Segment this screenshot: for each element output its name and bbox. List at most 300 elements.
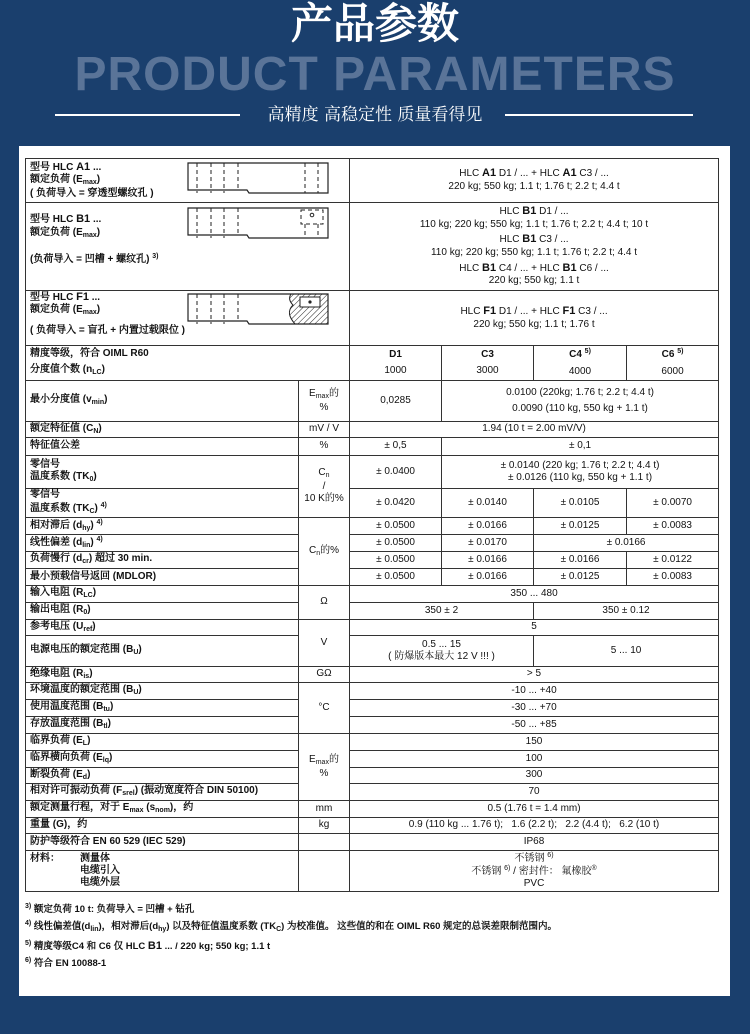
rows-tk0-l1: 零信号 <box>30 458 60 470</box>
precision-classes-2-name: C4 <box>569 349 582 360</box>
rows-ris-sub: is <box>83 672 90 680</box>
footnote-4 <box>25 917 724 937</box>
precision-classes-3-n: 6000 <box>661 365 684 377</box>
rows-dcr-post: ) 超过 30 min. <box>88 553 153 565</box>
rows-el-unit-pre: E <box>309 753 316 765</box>
rows-dhy-post: ) <box>90 519 94 531</box>
model-b1-label <box>26 203 350 291</box>
text <box>354 205 714 219</box>
rows-btl-pre: 存放温度范围 (B <box>30 718 104 730</box>
table-cell <box>442 381 719 422</box>
rows-tol-d1: ± 0,5 <box>350 438 442 456</box>
rows-elq-post: ) <box>109 752 113 764</box>
precision-label <box>26 346 350 381</box>
rows-bt-post: ) <box>138 684 142 696</box>
row-vmin <box>26 381 719 422</box>
rows-dlin-v-2: ± 0.0166 <box>534 535 719 552</box>
models-1-dots: ... <box>90 214 102 225</box>
models-2-lines-0-1: F1 <box>483 304 497 317</box>
page-header <box>0 0 750 146</box>
rows-dhy-v-0: ± 0.0500 <box>350 518 442 535</box>
models-0-rated: 额定负荷 (E <box>30 174 83 186</box>
rows-btu-post: ) <box>109 701 114 713</box>
rows-g-unit: kg <box>299 818 350 834</box>
text <box>354 167 714 181</box>
table-cell <box>26 784 299 801</box>
row-snom <box>26 801 719 818</box>
row-ris <box>26 667 719 683</box>
rows-btu-pre: 使用温度范围 (B <box>30 701 104 713</box>
load-cell-a1-drawing <box>187 162 332 196</box>
rows-vmin-rest2: 0.0090 (110 kg, 550 kg + 1.1 t) <box>512 402 648 414</box>
table-cell <box>26 801 299 818</box>
rows-cn-post: ) <box>98 422 102 434</box>
rows-dlin-sub: lin <box>82 541 91 549</box>
footnotes-3-text: 符合 EN 10088-1 <box>33 958 107 969</box>
table-cell <box>26 552 299 569</box>
rows-ris-unit: GΩ <box>299 667 350 683</box>
rows-cn-pre: 额定特征值 (C <box>30 422 94 434</box>
row-tolerance <box>26 438 719 456</box>
models-1-rated-sub: max <box>82 231 97 239</box>
rows-g-label: 重量 (G)，约 <box>26 818 299 834</box>
table-cell <box>26 535 299 552</box>
row-bu <box>26 636 719 667</box>
rows-rlc-sub: LC <box>83 592 93 600</box>
models-0-type: 型号 HLC <box>30 161 77 173</box>
rows-bu-v1a: 0.5 ... 15 <box>422 639 461 650</box>
models-2-lines-0-0: HLC <box>460 305 484 317</box>
rows-snom-sub: max <box>129 807 144 815</box>
table-cell <box>299 734 350 801</box>
table-cell <box>350 851 719 892</box>
rows-uref-post: ) <box>92 620 96 632</box>
rows-mdlor-v-0: ± 0.0500 <box>350 569 442 586</box>
rows-uref-pre: 参考电压 (U <box>30 620 84 632</box>
row-el <box>26 734 719 751</box>
rows-mat-v2b: / 密封件： 氟橡胶 <box>510 866 592 877</box>
models-1-lines-4-1: B1 <box>482 261 497 274</box>
rows-bt-sub: U <box>133 689 139 697</box>
rows-bt-unit: °C <box>299 683 350 734</box>
rows-g-value: 0.9 (110 kg ... 1.76 t); 1.6 (2.2 t); 2.2 (4.4 t); 6.2 (10 t) <box>350 818 719 834</box>
rows-tkc-v-3: ± 0.0070 <box>627 489 719 518</box>
text <box>30 471 294 485</box>
rows-bu-post: ) <box>138 644 142 656</box>
rows-tkc-l1: 零信号 <box>30 489 60 501</box>
rows-mdlor-v-1: ± 0.0166 <box>442 569 534 586</box>
rows-dhy-v-3: ± 0.0083 <box>627 518 719 535</box>
rows-mdlor-v-2: ± 0.0125 <box>534 569 627 586</box>
unit-cn-percent <box>299 518 350 586</box>
rows-dcr-v-3: ± 0.0122 <box>627 552 719 569</box>
rows-mat-v2a-sup: 6) <box>504 865 511 872</box>
rows-bu-pre: 电源电压的额定范围 (B <box>30 644 134 656</box>
models-1-load: (负荷导入 = 凹槽 + 螺纹孔) <box>30 253 150 265</box>
footnotes-1-text: 线性偏差值(d <box>33 921 91 932</box>
precision-classes-0-name: D1 <box>389 348 402 360</box>
rows-mat-label: 材料： <box>30 853 60 864</box>
rows-tk0-post: ) <box>93 471 97 483</box>
rows-mat-items-2: 电缆外层 <box>80 877 120 888</box>
rows-ed-post: ) <box>87 768 91 780</box>
models-1-rated: 额定负荷 (E <box>30 226 83 238</box>
rows-ris-post: ) <box>89 667 93 679</box>
row-tk0 <box>26 456 719 489</box>
rows-uref-unit: V <box>299 620 350 667</box>
models-0-lines-0-0: HLC <box>459 168 483 180</box>
rows-vmin-d1: 0,0285 <box>350 381 442 422</box>
rows-btl-post: ) <box>107 718 111 730</box>
rows-snom-sub2: nom <box>155 807 170 815</box>
rows-btl-sub: tl <box>103 723 108 731</box>
rows-bu-sub: U <box>133 649 139 657</box>
footnotes-1-sub3: C <box>276 926 282 933</box>
footnote-5 <box>25 937 724 954</box>
rows-ed-sub: d <box>82 773 88 781</box>
spec-panel <box>19 146 730 996</box>
rows-vmin-unit2: % <box>319 401 329 413</box>
models-1-lines-2-0: HLC <box>499 234 523 246</box>
text <box>354 852 714 865</box>
text <box>631 348 714 362</box>
models-1-lines-0-1: B1 <box>522 205 537 218</box>
rows-vmin-unit-pre: E <box>309 387 316 399</box>
rows-mat-v2a: 不锈钢 <box>471 866 502 877</box>
footnotes-2-text2: ... / 220 kg; 550 kg; 1.1 t <box>161 941 271 952</box>
rows-btl-value: -50 ... +85 <box>350 717 719 734</box>
divider-right <box>505 114 693 116</box>
footnotes-3-sup: 6) <box>25 957 32 964</box>
footnotes-0-sup: 3) <box>25 903 32 910</box>
rows-dlin-sup: 4) <box>96 535 103 543</box>
models-2-dots: ... <box>88 291 101 303</box>
text <box>538 348 622 362</box>
row-dcr <box>26 552 719 569</box>
rows-snom-pre: 额定测量行程，对于 E <box>30 802 130 814</box>
precision-classes-2-sup: 5) <box>584 348 591 355</box>
models-1-type: 型号 HLC <box>30 214 77 225</box>
table-cell <box>26 422 299 438</box>
model-row-f1 <box>26 291 719 346</box>
footnotes-2-text: 精度等级C4 和 C6 仅 HLC <box>33 941 148 952</box>
rows-tk0-unit2: / <box>322 480 326 492</box>
footnotes-1-sup: 4) <box>25 920 32 927</box>
precision-classes-1-n: 3000 <box>476 365 499 376</box>
row-fsrel <box>26 784 719 801</box>
model-a1-label <box>26 159 350 203</box>
models-1-lines-1: 110 kg; 220 kg; 550 kg; 1.1 t; 1.76 t; 2.2 t; 4.4 t; 10 t <box>419 218 649 230</box>
rows-cn-value: 1.94 (10 t = 2.00 mV/V) <box>350 422 719 438</box>
rows-dcr-v-0: ± 0.0500 <box>350 552 442 569</box>
models-1-lines-4-3: B1 <box>562 261 577 274</box>
text <box>30 853 294 889</box>
model-f1-variants <box>350 291 719 346</box>
rows-dhy-v-1: ± 0.0166 <box>442 518 534 535</box>
rows-snom-value: 0.5 (1.76 t = 1.4 mm) <box>350 801 719 818</box>
footnotes-2-sup: 5) <box>25 940 32 947</box>
row-btu <box>26 700 719 717</box>
row-rlc <box>26 586 719 603</box>
table-cell <box>299 834 350 851</box>
rows-btu-value: -30 ... +70 <box>350 700 719 717</box>
precision-label2-end: ) <box>101 364 105 376</box>
rows-fsrel-pre: 相对许可振动负荷 (F <box>30 785 123 797</box>
table-cell <box>350 636 534 667</box>
spec-table <box>25 158 719 892</box>
rows-bu-v2: 5 ... 10 <box>534 636 719 667</box>
row-ro <box>26 603 719 620</box>
rows-dhy-pre: 相对滞后 (d <box>30 519 83 531</box>
rows-bt-pre: 环境温度的额定范围 (B <box>30 684 134 696</box>
model-row-a1 <box>26 159 719 203</box>
row-uref <box>26 620 719 636</box>
models-2-rated: 额定负荷 (E <box>30 304 83 316</box>
precision-classes-3-sup: 5) <box>677 348 684 355</box>
text <box>30 502 294 517</box>
rows-dhy-unit-post: 的% <box>320 544 340 556</box>
rows-dlin-v-0: ± 0.0500 <box>350 535 442 552</box>
rows-dhy-sub: hy <box>82 524 91 532</box>
row-dhy <box>26 518 719 535</box>
rows-mat-items-0: 测量体 <box>80 853 110 864</box>
rows-ro-sub: 0 <box>83 609 88 617</box>
rows-ed-value: 300 <box>350 768 719 784</box>
table-cell <box>442 456 719 489</box>
row-material <box>26 851 719 892</box>
rows-dhy-unit-sub: n <box>316 549 321 557</box>
table-cell <box>26 456 299 489</box>
rows-el-post: ) <box>87 735 91 747</box>
row-tkc <box>26 489 719 518</box>
row-cn <box>26 422 719 438</box>
precision-classes-2-n: 4000 <box>568 365 592 377</box>
models-1-lines-0-0: HLC <box>499 206 523 218</box>
footnotes-1-sub2: hy <box>158 926 167 933</box>
rows-ro-pre: 输出电阻 (R <box>30 604 84 616</box>
row-mdlor <box>26 569 719 586</box>
rows-fsrel-sub: srel <box>122 790 135 798</box>
rows-rlc-pre: 输入电阻 (R <box>30 587 84 599</box>
rows-el-sub: L <box>82 740 88 748</box>
row-ed <box>26 768 719 784</box>
rows-dhy-v-2: ± 0.0125 <box>534 518 627 535</box>
precision-label2: 分度值个数 (n <box>30 364 93 376</box>
table-cell <box>26 489 299 518</box>
rows-tk0-rest2: ± 0.0126 (110 kg, 550 kg + 1.1 t) <box>508 472 653 483</box>
rows-el-value: 150 <box>350 734 719 751</box>
models-0-load: ( 负荷导入 = 穿透型螺纹孔 ) <box>30 188 154 199</box>
rows-vmin-pre: 最小分度值 (v <box>30 394 92 406</box>
rows-ro-v1: 350 ± 2 <box>350 603 534 620</box>
models-2-lines-0-4: C3 / ... <box>575 305 608 317</box>
rows-el-unit-sub: max <box>315 758 329 766</box>
rows-tk0-pre: 温度系数 (TK <box>30 471 90 483</box>
rows-tkc-v-1: ± 0.0140 <box>442 489 534 518</box>
rows-btu-sub: tu <box>103 706 110 714</box>
models-0-lines-0-4: C3 / ... <box>576 168 609 180</box>
rows-snom-post2: )，约 <box>169 802 194 814</box>
models-2-rated-sub: max <box>82 309 97 317</box>
models-2-load: ( 负荷导入 = 盲孔 + 内置过载限位 ) <box>30 325 186 336</box>
models-1-lines-0-2: D1 / ... <box>536 206 569 218</box>
text <box>80 853 120 889</box>
rows-rlc-unit: Ω <box>299 586 350 620</box>
rows-tkc-post: ) <box>94 502 98 514</box>
unit-cn-10k <box>299 456 350 518</box>
class-d1 <box>350 346 442 381</box>
load-cell-b1-drawing <box>187 207 332 241</box>
text <box>30 364 345 378</box>
rows-fsrel-value: 70 <box>350 784 719 801</box>
rows-tk0-unit1-sub: n <box>325 472 330 480</box>
rows-mdlor-v-3: ± 0.0083 <box>627 569 719 586</box>
models-0-lines-0-1: A1 <box>482 167 497 180</box>
rows-ris-value: > 5 <box>350 667 719 683</box>
models-2-lines-1: 220 kg; 550 kg; 1.1 t; 1.76 t <box>473 318 595 330</box>
models-2-rated-end: ) <box>96 304 101 316</box>
rows-tol-rest: ± 0,1 <box>442 438 719 456</box>
rows-dhy-unit-pre: C <box>308 544 317 556</box>
rows-ro-post: ) <box>87 604 91 616</box>
footnote-3 <box>25 900 724 917</box>
table-cell <box>26 717 299 734</box>
rows-bu-v1b: ( 防爆版本最大 12 V !!! ) <box>388 651 495 662</box>
rows-tol-label: 特征值公差 <box>26 438 299 456</box>
table-cell <box>26 851 299 892</box>
rows-uref-value: 5 <box>350 620 719 636</box>
rows-bt-value: -10 ... +40 <box>350 683 719 700</box>
models-1-lines-2-2: C3 / ... <box>536 234 569 246</box>
rows-vmin-sub: min <box>91 399 105 407</box>
table-cell <box>26 636 299 667</box>
text <box>354 305 714 319</box>
footnotes-2-bold: B1 <box>147 940 162 952</box>
rows-fsrel-post: ) (振动宽度符合 DIN 50100) <box>134 785 259 797</box>
text <box>354 233 714 247</box>
table-cell <box>26 667 299 683</box>
rows-tk0-rest1: ± 0.0140 (220 kg; 1.76 t; 2.2 t; 4.4 t) <box>500 459 660 471</box>
rows-tkc-sub: C <box>89 507 95 515</box>
precision-label1: 精度等级，符合 OIML R60 <box>30 347 149 359</box>
footnotes <box>25 900 724 971</box>
models-0-rated-end: ) <box>96 174 101 186</box>
page-title: 产品参数 <box>290 0 459 48</box>
footnote-6 <box>25 954 724 971</box>
row-btl <box>26 717 719 734</box>
row-weight <box>26 818 719 834</box>
models-1-lines-4-2: C4 / ... + HLC <box>496 262 563 274</box>
models-1-lines-4-4: C6 / ... <box>576 262 609 274</box>
table-cell <box>26 603 299 620</box>
models-1-rated-end: ) <box>96 226 101 238</box>
rows-mat-v2b-sup: ® <box>591 865 597 872</box>
precision-classes-3-name: C6 <box>661 349 675 360</box>
rows-cn-unit: mV / V <box>299 422 350 438</box>
models-0-code: A1 <box>76 160 91 173</box>
table-cell <box>26 381 299 422</box>
footnotes-0-text: 额定负荷 10 t: 负荷导入 = 凹槽 + 钻孔 <box>33 904 195 915</box>
rows-elq-sub: lq <box>102 757 110 765</box>
rows-tk0-unit1: C <box>318 467 326 479</box>
footnotes-1-text3: ) 以及特征值温度系数 (TK <box>166 921 277 932</box>
rows-vmin-rest1: 0.0100 (220kg; 1.76 t; 2.2 t; 4.4 t) <box>506 387 654 398</box>
rows-mat-items-1: 电缆引入 <box>80 865 120 876</box>
rows-vmin-unit-post: 的 <box>328 387 339 399</box>
row-ip <box>26 834 719 851</box>
models-2-lines-0-2: D1 / ... + HLC <box>496 305 563 317</box>
rows-tkc-v-0: ± 0.0420 <box>350 489 442 518</box>
watermark-text: PRODUCT PARAMETERS <box>74 48 676 101</box>
rows-ip-label: 防护等级符合 EN 60 529 (IEC 529) <box>26 834 299 851</box>
table-cell <box>299 851 350 892</box>
rows-rlc-post: ) <box>92 587 97 599</box>
rows-dlin-v-1: ± 0.0170 <box>442 535 534 552</box>
rows-ris-pre: 绝缘电阻 (R <box>30 667 84 679</box>
model-f1-label <box>26 291 350 346</box>
rows-ip-value: IP68 <box>350 834 719 851</box>
class-c6 <box>627 346 719 381</box>
models-0-lines-0-3: A1 <box>562 167 577 180</box>
table-cell <box>26 620 299 636</box>
table-cell <box>26 518 299 535</box>
class-c4 <box>534 346 627 381</box>
rows-dhy-sup: 4) <box>96 518 103 526</box>
rows-ed-pre: 断裂负荷 (E <box>30 768 83 780</box>
models-1-lines-2-1: B1 <box>522 233 537 246</box>
text <box>303 467 345 481</box>
rows-dcr-v-1: ± 0.0166 <box>442 552 534 569</box>
rows-tk0-sub: 0 <box>89 476 94 484</box>
models-0-dots: ... <box>90 161 102 173</box>
models-2-type: 型号 HLC <box>30 291 77 303</box>
rows-elq-value: 100 <box>350 751 719 768</box>
models-0-rated-sub: max <box>82 179 97 187</box>
models-2-code: F1 <box>76 290 89 303</box>
rows-dcr-v-2: ± 0.0166 <box>534 552 627 569</box>
models-1-lines-3: 110 kg; 220 kg; 550 kg; 1.1 t; 1.76 t; 2.2 t; 4.4 t <box>430 247 638 259</box>
rows-dlin-pre: 线性偏差 (d <box>30 536 83 548</box>
models-0-lines-1: 220 kg; 550 kg; 1.1 t; 1.76 t; 2.2 t; 4.4 t <box>448 181 620 193</box>
rows-mat-v1-sup: 6) <box>547 852 554 859</box>
rows-mdlor-label: 最小预载信号返回 (MDLOR) <box>26 569 299 586</box>
rows-mat-v1: 不锈钢 <box>514 853 545 864</box>
rows-uref-sub: ref <box>83 625 93 633</box>
precision-classes-1-name: C3 <box>481 348 494 360</box>
rows-tk0-d1: ± 0.0400 <box>350 456 442 489</box>
rows-ro-v2: 350 ± 0.12 <box>534 603 719 620</box>
precision-label2-sub: LC <box>92 369 102 377</box>
rows-snom-unit: mm <box>299 801 350 818</box>
rows-elq-pre: 临界横向负荷 (E <box>30 752 103 764</box>
rows-rlc-value: 350 ... 480 <box>350 586 719 603</box>
rows-vmin-unit-sub: max <box>315 392 329 400</box>
rows-dcr-pre: 负荷慢行 (d <box>30 553 83 565</box>
table-cell <box>26 734 299 751</box>
model-row-b1 <box>26 203 719 291</box>
models-0-lines-0-2: D1 / ... + HLC <box>496 168 563 180</box>
rows-el-unit-post: 的 <box>328 753 339 765</box>
table-cell <box>26 683 299 700</box>
model-b1-variants <box>350 203 719 291</box>
precision-classes-0-n: 1000 <box>384 365 407 376</box>
rows-snom-post: (s <box>143 802 156 814</box>
table-cell <box>26 700 299 717</box>
table-cell <box>26 751 299 768</box>
text <box>30 253 345 267</box>
page-subtitle: 高精度 高稳定性 质量看得见 <box>267 105 483 125</box>
rows-dlin-post: ) <box>90 536 94 548</box>
